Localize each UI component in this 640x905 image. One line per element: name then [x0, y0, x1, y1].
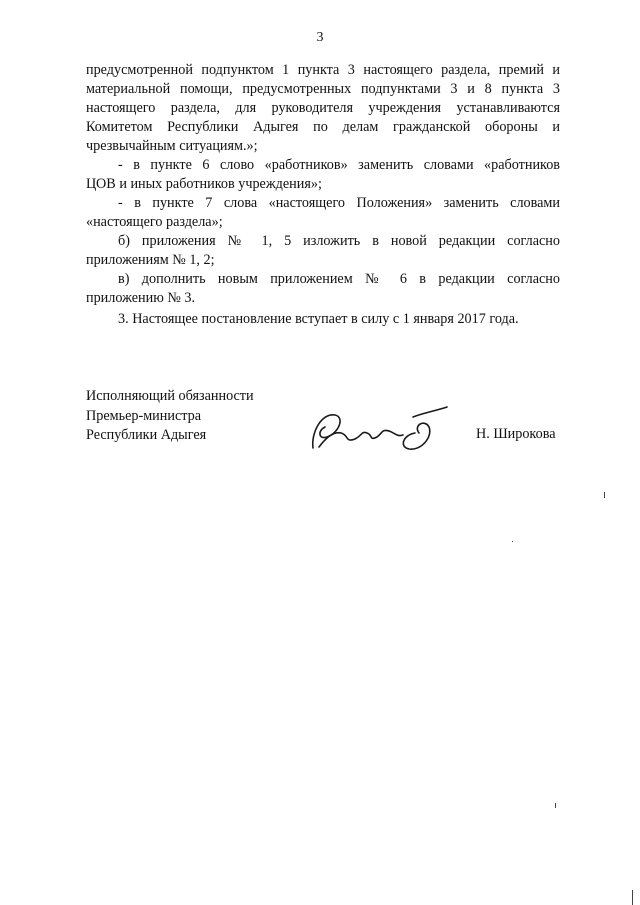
scan-edge	[632, 890, 633, 905]
scan-speck	[555, 803, 556, 808]
signatory-position	[86, 387, 254, 446]
text-line: Комитетом Республики Адыгея по делам гражданской обороны и	[86, 119, 560, 135]
page-number: 3	[316, 30, 324, 45]
scan-speck	[604, 492, 605, 498]
text-line: 3. Настоящее постановление вступает в силу с 1 января 2017 года.	[118, 311, 519, 327]
text-line: «настоящего раздела»;	[86, 214, 223, 230]
scan-speck	[512, 541, 513, 542]
signatory-name: Н. Широкова	[476, 426, 556, 442]
text-line: - в пункте 7 слова «настоящего Положения» заменить словами	[118, 195, 560, 211]
position-line: Исполняющий обязанности	[86, 388, 254, 404]
text-line: ЦОВ и иных работников учреждения»;	[86, 176, 322, 192]
text-line: предусмотренной подпунктом 1 пункта 3 настоящего раздела, премий и	[86, 62, 560, 78]
position-line: Республики Адыгея	[86, 427, 207, 443]
text-line: приложениям № 1, 2;	[86, 252, 215, 268]
text-line: приложению № 3.	[86, 290, 196, 306]
text-line: чрезвычайным ситуациям.»;	[86, 138, 258, 154]
text-line: материальной помощи, предусмотренных подпунктами 3 и 8 пункта 3	[86, 81, 560, 97]
text-line: - в пункте 6 слово «работников» заменить словами «работников	[118, 157, 560, 173]
text-line: настоящего раздела, для руководителя учреждения устанавливаются	[86, 100, 560, 116]
position-line: Премьер-министра	[86, 407, 202, 424]
text-line: в) дополнить новым приложением № 6 в редакции согласно	[118, 271, 560, 287]
handwritten-signature	[305, 403, 455, 458]
text-line: б) приложения № 1, 5 изложить в новой редакции согласно	[118, 233, 560, 249]
